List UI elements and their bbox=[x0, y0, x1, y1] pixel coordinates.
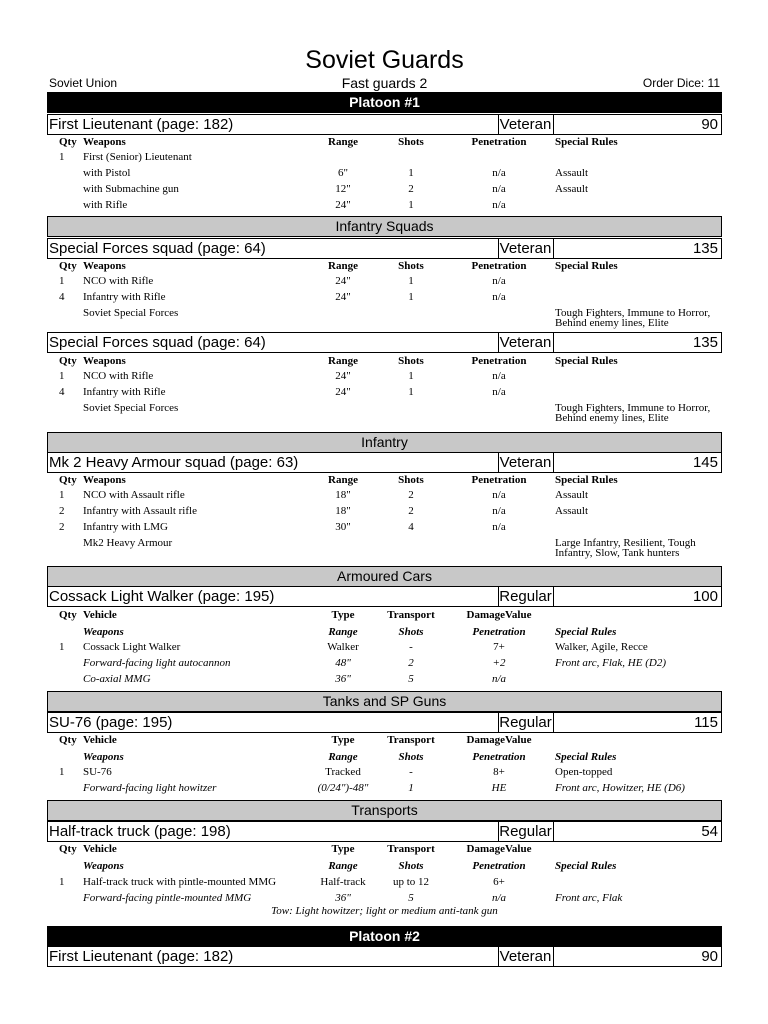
cell: 1 bbox=[59, 766, 65, 778]
weapon-headers bbox=[47, 858, 722, 874]
cell: Shots bbox=[398, 474, 424, 486]
cell-divider bbox=[553, 453, 554, 472]
cell-divider bbox=[553, 115, 554, 134]
tow-note: Tow: Light howitzer; light or medium anti-tank gun bbox=[271, 905, 498, 917]
unit-points: 90 bbox=[701, 948, 718, 965]
cell: Weapons bbox=[83, 136, 126, 148]
cell: n/a bbox=[492, 370, 506, 382]
cell: 1 bbox=[408, 782, 414, 794]
unit-experience: Veteran bbox=[499, 240, 552, 257]
category-header: Armoured Cars bbox=[47, 566, 722, 587]
cell: Vehicle bbox=[83, 734, 117, 746]
unit-header bbox=[47, 332, 722, 353]
cell: Type bbox=[331, 609, 355, 621]
category-header: Infantry Squads bbox=[47, 216, 722, 237]
cell: 6" bbox=[338, 167, 348, 179]
unit-name: First Lieutenant (page: 182) bbox=[49, 948, 234, 965]
table-row bbox=[47, 197, 722, 213]
cell: NCO with Rifle bbox=[83, 275, 154, 287]
cell: n/a bbox=[492, 386, 506, 398]
cell: 2 bbox=[59, 521, 65, 533]
cell: 4 bbox=[59, 291, 65, 303]
cell: n/a bbox=[492, 291, 506, 303]
page-title: Soviet Guards bbox=[305, 46, 464, 74]
cell: 2 bbox=[408, 489, 414, 501]
cell: Soviet Special Forces bbox=[83, 402, 179, 414]
cell: Type bbox=[331, 734, 355, 746]
unit-experience: Veteran bbox=[499, 334, 552, 351]
cell: +2 bbox=[492, 657, 506, 669]
cell: Forward-facing light autocannon bbox=[83, 657, 231, 669]
cell: - bbox=[409, 641, 413, 653]
unit-points: 145 bbox=[692, 454, 718, 471]
unit-name: SU-76 (page: 195) bbox=[49, 714, 173, 731]
cell: 1 bbox=[59, 370, 65, 382]
cell: n/a bbox=[491, 892, 507, 904]
unit-points: 90 bbox=[701, 116, 718, 133]
cell: Penetration bbox=[472, 751, 526, 763]
table-row bbox=[47, 764, 722, 780]
cell: Forward-facing pintle-mounted MMG bbox=[83, 892, 252, 904]
cell: Penetration bbox=[471, 260, 527, 272]
cell: Mk2 Heavy Armour bbox=[83, 537, 173, 549]
cell: Shots bbox=[398, 626, 424, 638]
column-headers bbox=[47, 472, 722, 488]
unit-experience: Veteran bbox=[499, 454, 552, 471]
table-row bbox=[47, 368, 722, 384]
table-row bbox=[47, 503, 722, 519]
cell: 1 bbox=[408, 199, 414, 211]
unit-header bbox=[47, 114, 722, 135]
cell: Special Rules bbox=[555, 626, 617, 638]
cell: 2 bbox=[408, 505, 414, 517]
cell: Range bbox=[328, 260, 358, 272]
unit-header bbox=[47, 712, 722, 733]
cell: Qty bbox=[59, 355, 77, 367]
cell: HE bbox=[491, 782, 507, 794]
unit-header bbox=[47, 586, 722, 607]
unit-points: 100 bbox=[692, 588, 718, 605]
cell-divider bbox=[553, 822, 554, 841]
cell: First (Senior) Lieutenant bbox=[83, 151, 192, 163]
cell: - bbox=[409, 766, 413, 778]
cell-divider bbox=[498, 115, 499, 134]
cell: Co-axial MMG bbox=[83, 673, 151, 685]
cell: 1 bbox=[408, 275, 414, 287]
cell: Transport bbox=[387, 734, 435, 746]
cell-divider bbox=[498, 713, 499, 732]
cell-divider bbox=[498, 453, 499, 472]
table-row bbox=[47, 487, 722, 503]
cell: with Rifle bbox=[83, 199, 128, 211]
weapon-row bbox=[47, 890, 722, 906]
weapon-row bbox=[47, 671, 722, 687]
cell: Shots bbox=[398, 751, 424, 763]
cell: Tracked bbox=[325, 766, 361, 778]
cell: up to 12 bbox=[392, 876, 430, 888]
column-headers bbox=[47, 353, 722, 369]
cell: Shots bbox=[398, 355, 424, 367]
cell: Front arc, Howitzer, HE (D6) bbox=[555, 782, 685, 794]
cell: n/a bbox=[492, 275, 506, 287]
cell: Special Rules bbox=[555, 860, 617, 872]
cell: Shots bbox=[398, 260, 424, 272]
cell: Penetration bbox=[471, 474, 527, 486]
cell: Special Rules bbox=[555, 260, 618, 272]
cell-divider bbox=[553, 239, 554, 258]
cell-divider bbox=[553, 947, 554, 966]
cell: DamageValue bbox=[466, 609, 532, 621]
cell: Half-track bbox=[320, 876, 366, 888]
cell: Qty bbox=[59, 260, 77, 272]
cell: 2 bbox=[408, 183, 414, 195]
cell: 18" bbox=[335, 489, 351, 501]
cell: n/a bbox=[492, 183, 506, 195]
cell: Assault bbox=[555, 183, 588, 195]
cell: 18" bbox=[335, 505, 351, 517]
cell: Special Rules bbox=[555, 355, 618, 367]
cell: DamageValue bbox=[466, 734, 532, 746]
cell: Special Rules bbox=[555, 136, 618, 148]
table-row bbox=[47, 273, 722, 289]
cell: 24" bbox=[335, 291, 351, 303]
cell: Qty bbox=[59, 136, 77, 148]
table-row bbox=[47, 874, 722, 890]
cell-divider bbox=[553, 587, 554, 606]
cell: 1 bbox=[59, 641, 65, 653]
table-row bbox=[47, 149, 722, 165]
cell: 1 bbox=[59, 151, 65, 163]
column-headers bbox=[47, 607, 722, 623]
cell: Range bbox=[328, 751, 358, 763]
cell: Penetration bbox=[472, 860, 526, 872]
cell: Range bbox=[328, 355, 358, 367]
cell: Weapons bbox=[83, 626, 124, 638]
cell-divider bbox=[553, 713, 554, 732]
weapon-row bbox=[47, 655, 722, 671]
cell: Qty bbox=[59, 843, 77, 855]
platoon-header: Platoon #2 bbox=[47, 926, 722, 947]
category-header: Infantry bbox=[47, 432, 722, 453]
cell: Transport bbox=[387, 609, 435, 621]
cell: 1 bbox=[408, 370, 414, 382]
cell: 4 bbox=[59, 386, 65, 398]
column-headers bbox=[47, 134, 722, 150]
special-rules-note: Tough Fighters, Immune to Horror, Behind enemy lines, Elite bbox=[555, 307, 711, 329]
table-row bbox=[47, 384, 722, 400]
cell: Infantry with Assault rifle bbox=[83, 505, 197, 517]
cell: Walker, Agile, Recce bbox=[555, 641, 648, 653]
cell: Front arc, Flak, HE (D2) bbox=[555, 657, 666, 669]
unit-name: Half-track truck (page: 198) bbox=[49, 823, 231, 840]
cell: 2 bbox=[59, 505, 65, 517]
weapon-headers bbox=[47, 624, 722, 640]
cell: Soviet Special Forces bbox=[83, 307, 179, 319]
category-header: Transports bbox=[47, 800, 722, 821]
cell: 1 bbox=[408, 386, 414, 398]
cell: 4 bbox=[408, 521, 414, 533]
category-header: Tanks and SP Guns bbox=[47, 691, 722, 712]
table-row bbox=[47, 165, 722, 181]
cell: Type bbox=[331, 843, 355, 855]
table-row bbox=[47, 181, 722, 197]
cell: SU-76 bbox=[83, 766, 112, 778]
cell: n/a bbox=[492, 199, 506, 211]
cell-divider bbox=[498, 333, 499, 352]
unit-experience: Veteran bbox=[499, 116, 552, 133]
cell: 2 bbox=[408, 657, 414, 669]
cell: 24" bbox=[335, 199, 351, 211]
cell: Weapons bbox=[83, 355, 126, 367]
cell: n/a bbox=[492, 489, 506, 501]
unit-header bbox=[47, 946, 722, 967]
cell: 1 bbox=[408, 291, 414, 303]
cell: Penetration bbox=[472, 626, 526, 638]
cell: Front arc, Flak bbox=[555, 892, 623, 904]
list-name: Fast guards 2 bbox=[341, 75, 428, 91]
column-headers bbox=[47, 841, 722, 857]
table-row bbox=[47, 519, 722, 535]
cell: Range bbox=[328, 860, 358, 872]
unit-header bbox=[47, 238, 722, 259]
cell: Weapons bbox=[83, 474, 126, 486]
cell: Weapons bbox=[83, 860, 124, 872]
cell: Penetration bbox=[471, 136, 527, 148]
unit-name: Special Forces squad (page: 64) bbox=[49, 240, 266, 257]
order-dice: Order Dice: 11 bbox=[642, 76, 720, 90]
cell: with Pistol bbox=[83, 167, 131, 179]
cell: Shots bbox=[398, 136, 424, 148]
cell: 1 bbox=[59, 489, 65, 501]
column-headers bbox=[47, 258, 722, 274]
unit-name: Mk 2 Heavy Armour squad (page: 63) bbox=[49, 454, 299, 471]
cell: Transport bbox=[387, 843, 435, 855]
unit-experience: Veteran bbox=[499, 948, 552, 965]
cell: 36" bbox=[335, 673, 351, 685]
cell: Range bbox=[328, 626, 358, 638]
cell: Qty bbox=[59, 734, 77, 746]
cell: Qty bbox=[59, 474, 77, 486]
cell: Forward-facing light howitzer bbox=[83, 782, 217, 794]
cell: Special Rules bbox=[555, 474, 618, 486]
cell-divider bbox=[498, 822, 499, 841]
table-row bbox=[47, 639, 722, 655]
column-headers bbox=[47, 732, 722, 748]
unit-experience: Regular bbox=[499, 588, 552, 605]
cell: 24" bbox=[335, 275, 351, 287]
cell: Assault bbox=[555, 505, 588, 517]
cell-divider bbox=[498, 587, 499, 606]
cell: Assault bbox=[555, 167, 588, 179]
cell: Penetration bbox=[471, 355, 527, 367]
cell: NCO with Assault rifle bbox=[83, 489, 185, 501]
special-rules-note: Tough Fighters, Immune to Horror, Behind enemy lines, Elite bbox=[555, 402, 711, 424]
cell: Infantry with Rifle bbox=[83, 291, 166, 303]
cell: NCO with Rifle bbox=[83, 370, 154, 382]
cell: 48" bbox=[335, 657, 351, 669]
unit-points: 135 bbox=[692, 334, 718, 351]
unit-points: 135 bbox=[692, 240, 718, 257]
unit-points: 115 bbox=[694, 714, 718, 731]
cell: (0/24")-48" bbox=[317, 782, 369, 794]
cell: DamageValue bbox=[466, 843, 532, 855]
unit-header bbox=[47, 821, 722, 842]
unit-name: Cossack Light Walker (page: 195) bbox=[49, 588, 275, 605]
cell: Qty bbox=[59, 609, 77, 621]
unit-name: First Lieutenant (page: 182) bbox=[49, 116, 234, 133]
cell: 30" bbox=[335, 521, 351, 533]
unit-header bbox=[47, 452, 722, 473]
table-row bbox=[47, 289, 722, 305]
cell-divider bbox=[553, 333, 554, 352]
cell: Weapons bbox=[83, 751, 124, 763]
unit-experience: Regular bbox=[499, 823, 552, 840]
cell: Infantry with Rifle bbox=[83, 386, 166, 398]
cell: n/a bbox=[492, 505, 506, 517]
cell: Shots bbox=[398, 860, 424, 872]
cell: Vehicle bbox=[83, 843, 117, 855]
cell: Half-track truck with pintle-mounted MMG bbox=[83, 876, 277, 888]
cell: 36" bbox=[335, 892, 351, 904]
nation-label: Soviet Union bbox=[49, 76, 118, 90]
unit-name: Special Forces squad (page: 64) bbox=[49, 334, 266, 351]
cell-divider bbox=[498, 239, 499, 258]
cell: 6+ bbox=[493, 876, 505, 888]
cell: 5 bbox=[408, 673, 414, 685]
cell: Infantry with LMG bbox=[83, 521, 168, 533]
cell: Walker bbox=[327, 641, 359, 653]
cell: n/a bbox=[492, 521, 506, 533]
weapon-headers bbox=[47, 749, 722, 765]
cell: Weapons bbox=[83, 260, 126, 272]
cell: with Submachine gun bbox=[83, 183, 179, 195]
cell: Special Rules bbox=[555, 751, 617, 763]
weapon-row bbox=[47, 780, 722, 796]
platoon-header: Platoon #1 bbox=[47, 92, 722, 113]
cell: n/a bbox=[491, 673, 507, 685]
cell-divider bbox=[498, 947, 499, 966]
cell: 12" bbox=[335, 183, 351, 195]
cell: 1 bbox=[408, 167, 414, 179]
cell: Cossack Light Walker bbox=[83, 641, 181, 653]
cell: n/a bbox=[492, 167, 506, 179]
cell: 8+ bbox=[493, 766, 505, 778]
unit-experience: Regular bbox=[499, 714, 552, 731]
cell: Vehicle bbox=[83, 609, 117, 621]
cell: Open-topped bbox=[555, 766, 613, 778]
cell: Assault bbox=[555, 489, 588, 501]
unit-points: 54 bbox=[701, 823, 718, 840]
cell: Range bbox=[328, 474, 358, 486]
cell: 24" bbox=[335, 386, 351, 398]
cell: 5 bbox=[408, 892, 414, 904]
cell: 1 bbox=[59, 876, 65, 888]
cell: 1 bbox=[59, 275, 65, 287]
special-rules-note: Large Infantry, Resilient, Tough Infantry, Slow, Tank hunters bbox=[555, 537, 696, 559]
cell: 24" bbox=[335, 370, 351, 382]
cell: Range bbox=[328, 136, 358, 148]
cell: 7+ bbox=[493, 641, 505, 653]
